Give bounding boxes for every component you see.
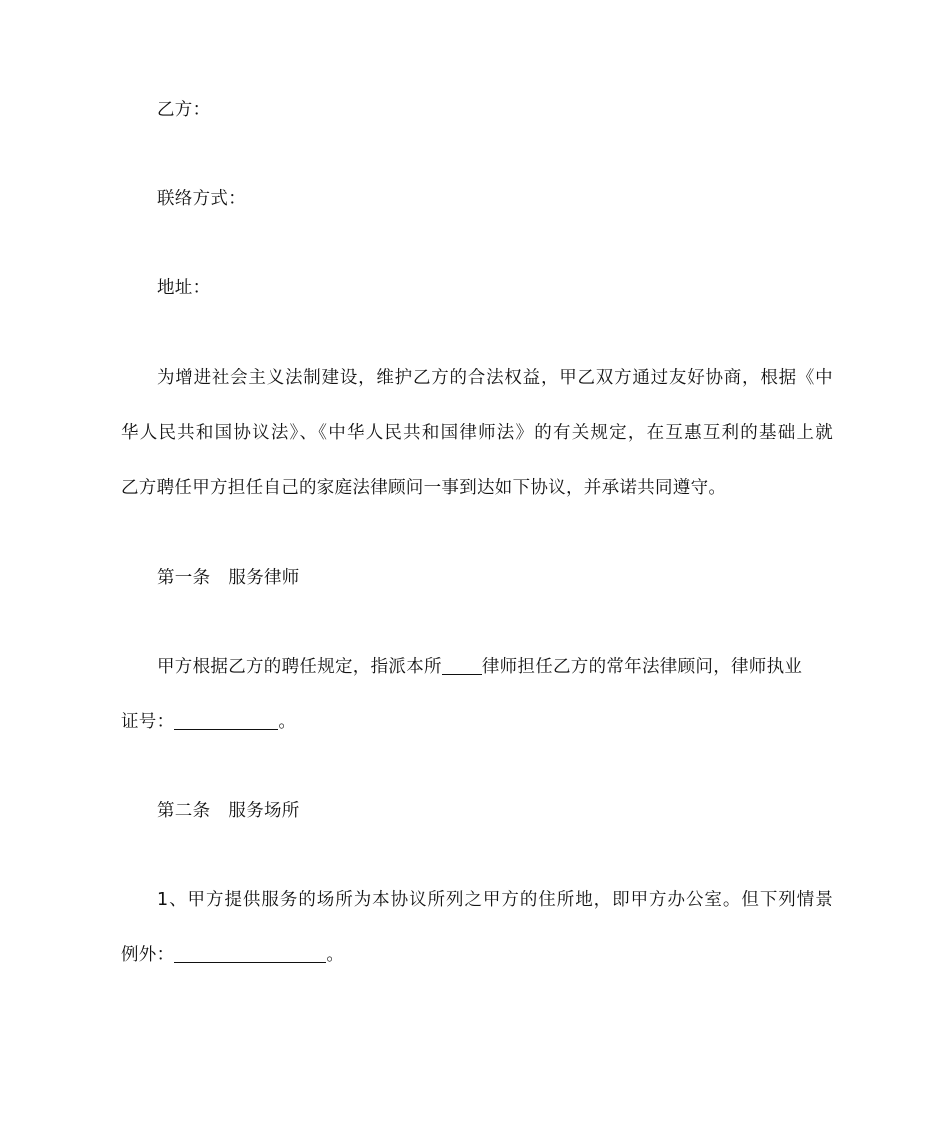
article-2-line-1: 1、甲方提供服务的场所为本协议所列之甲方的住所地，即甲方办公室。但下列情景 <box>157 890 833 910</box>
exception-blank <box>174 944 326 963</box>
intro-paragraph <box>121 364 833 502</box>
party-b-field <box>121 96 833 124</box>
license-number-blank <box>174 711 278 730</box>
article-1-heading <box>121 564 833 592</box>
article-1-body <box>121 653 833 736</box>
address-field <box>121 274 833 302</box>
article-2-heading <box>121 797 833 825</box>
lawyer-name-blank <box>442 656 482 675</box>
contact-label: 联络方式： <box>157 189 246 209</box>
article-1-title: 服务律师 <box>228 568 300 588</box>
address-label: 地址： <box>157 278 211 298</box>
article-2-number: 第二条 <box>157 801 211 821</box>
article-2-title: 服务场所 <box>228 801 300 821</box>
intro-line-3: 乙方聘任甲方担任自己的家庭法律顾问一事到达如下协议，并承诺共同遵守。 <box>121 478 727 498</box>
contact-field <box>121 185 833 213</box>
article-1-line-2: 证号： 。 <box>121 712 297 732</box>
intro-line-1: 为增进社会主义法制建设，维护乙方的合法权益，甲乙双方通过友好协商，根据《中 <box>157 368 833 388</box>
party-b-label: 乙方： <box>157 100 211 120</box>
article-2-body <box>121 886 833 969</box>
article-1-line-1: 甲方根据乙方的聘任规定，指派本所 律师担任乙方的常年法律顾问，律师执业 <box>157 657 803 677</box>
article-2-line-2: 例外： 。 <box>121 945 345 965</box>
intro-line-2: 华人民共和国协议法》、《中华人民共和国律师法》的有关规定，在互惠互利的基础上就 <box>121 423 833 443</box>
article-1-number: 第一条 <box>157 568 211 588</box>
